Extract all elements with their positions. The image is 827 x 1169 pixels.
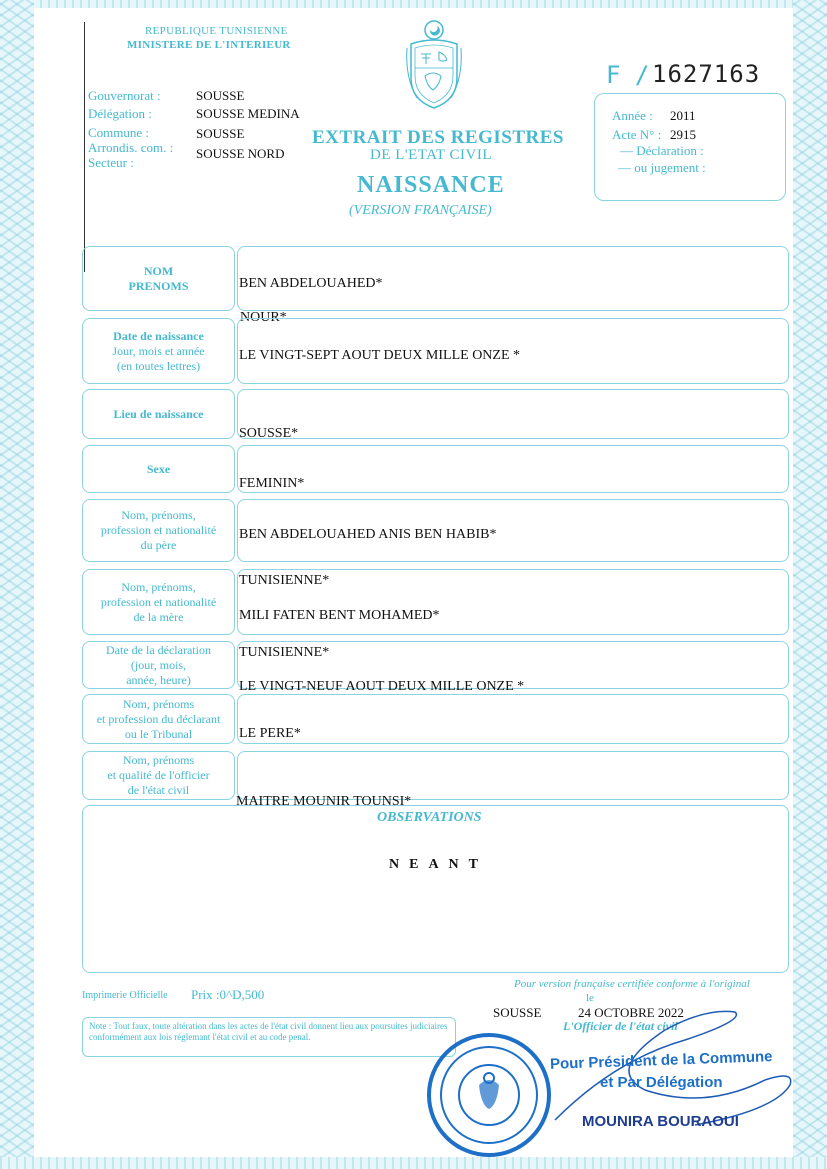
version-label: (VERSION FRANÇAISE) bbox=[349, 203, 492, 218]
serial-number: 1627163 bbox=[652, 60, 761, 88]
arrondissement-label: Arrondis. com. : bbox=[88, 140, 174, 155]
ministry-header: MINISTERE DE L'INTERIEUR bbox=[127, 39, 291, 51]
officier-title: L'Officier de l'état civil bbox=[563, 1019, 678, 1033]
prix-label: Prix :0^D,500 bbox=[191, 987, 265, 1002]
date-naissance-label-line2: Jour, mois et année bbox=[112, 343, 205, 358]
observations-title: OBSERVATIONS bbox=[377, 810, 482, 825]
prenom-value: NOUR* bbox=[240, 310, 287, 325]
declarant-value: LE PERE* bbox=[239, 726, 301, 741]
pere-value: BEN ABDELOUAHED ANIS BEN HABIB* bbox=[239, 527, 497, 542]
serial-prefix: F / bbox=[606, 61, 650, 89]
nom-value: BEN ABDELOUAHED* bbox=[239, 276, 383, 291]
officier-label-line3: de l'état civil bbox=[127, 783, 190, 797]
sexe-label-text: Sexe bbox=[146, 461, 171, 476]
nom-prenoms-label bbox=[82, 246, 235, 311]
officier-value: MAITRE MOUNIR TOUNSI* bbox=[236, 794, 412, 809]
declaration-label: — Déclaration : bbox=[620, 143, 704, 158]
mere-nationalite-value: TUNISIENNE* bbox=[239, 645, 330, 660]
lieu-naissance-value: SOUSSE* bbox=[239, 426, 299, 441]
sexe-value: FEMININ* bbox=[239, 476, 305, 491]
gouvernorat-value: SOUSSE bbox=[196, 88, 245, 103]
pere-label-line3: du père bbox=[140, 538, 177, 552]
date-naissance-value: LE VINGT-SEPT AOUT DEUX MILLE ONZE * bbox=[239, 348, 521, 363]
acte-number-value: 2915 bbox=[670, 127, 696, 142]
mere-label bbox=[82, 569, 235, 635]
declarant-label-line2: et profession du déclarant bbox=[96, 711, 221, 726]
jugement-label: — ou jugement : bbox=[618, 160, 706, 175]
declarant-field bbox=[237, 694, 789, 744]
commune-label: Commune : bbox=[88, 125, 150, 140]
guilloche-border-bottom bbox=[0, 1157, 827, 1169]
date-naissance-label bbox=[82, 318, 235, 384]
officier-label-line2: et qualité de l'officier bbox=[107, 768, 210, 782]
declarant-label bbox=[82, 694, 235, 744]
annee-label: Année : bbox=[612, 108, 653, 123]
declaration-date-label bbox=[82, 641, 235, 689]
nom-label: NOM bbox=[143, 263, 174, 278]
document-subtitle: DE L'ETAT CIVIL bbox=[370, 147, 493, 163]
pere-label bbox=[82, 499, 235, 562]
pere-label-line2: profession et nationalité bbox=[100, 523, 217, 537]
pere-label-line1: Nom, prénoms, bbox=[121, 508, 196, 522]
secteur-label: Secteur : bbox=[88, 155, 134, 170]
declaration-date-label-line2: (jour, mois, bbox=[130, 657, 187, 672]
official-stamp-icon bbox=[424, 1030, 554, 1160]
guilloche-border-top bbox=[0, 0, 827, 8]
observations-box bbox=[82, 805, 789, 973]
sexe-field bbox=[237, 445, 789, 493]
document-type: NAISSANCE bbox=[357, 172, 505, 198]
coat-of-arms-icon bbox=[403, 18, 465, 112]
date-naissance-label-line1: Date de naissance bbox=[113, 328, 204, 343]
prenoms-label: PRENOMS bbox=[128, 278, 189, 293]
mere-label-line1: Nom, prénoms, bbox=[121, 579, 196, 594]
stamp-text-name: MOUNIRA BOURAOUI bbox=[582, 1113, 739, 1130]
margin-line bbox=[84, 22, 85, 272]
mere-label-line3: de la mère bbox=[133, 609, 184, 624]
stamp-text-president: Pour Président de la Commune bbox=[549, 1048, 773, 1073]
date-naissance-label-line3: (en toutes lettres) bbox=[116, 358, 201, 373]
acte-number-label: Acte N° : bbox=[612, 127, 662, 142]
officier-field bbox=[237, 751, 789, 800]
mere-value: MILI FATEN BENT MOHAMED* bbox=[239, 608, 440, 623]
declaration-date-label-line3: année, heure) bbox=[126, 672, 191, 687]
mere-label-line2: profession et nationalité bbox=[100, 594, 217, 609]
sexe-label bbox=[82, 445, 235, 493]
gouvernorat-label: Gouvernorat : bbox=[88, 88, 161, 103]
delegation-label: Délégation : bbox=[88, 106, 152, 121]
delegation-value: SOUSSE MEDINA bbox=[196, 106, 300, 121]
declarant-label-line3: ou le Tribunal bbox=[124, 726, 193, 741]
lieu-naissance-field bbox=[237, 389, 789, 439]
guilloche-border-left bbox=[0, 0, 34, 1169]
declaration-date-value: LE VINGT-NEUF AOUT DEUX MILLE ONZE * bbox=[239, 679, 525, 694]
issue-place: SOUSSE bbox=[493, 1005, 542, 1020]
officier-label bbox=[82, 751, 235, 800]
arrondissement-value: SOUSSE NORD bbox=[196, 146, 285, 161]
declaration-date-label-line1: Date de la déclaration bbox=[106, 642, 211, 657]
country-header: REPUBLIQUE TUNISIENNE bbox=[145, 25, 288, 37]
pere-nationalite-value: TUNISIENNE* bbox=[239, 573, 330, 588]
observations-value: NEANT bbox=[389, 857, 489, 872]
legal-note: Note : Tout faux, toute altération dans les actes de l'état civil donnent lieu aux poursuites judiciaires conformément aux lois réglemant l'état civil et au code penal. bbox=[82, 1017, 456, 1057]
officier-label-line1: Nom, prénoms bbox=[122, 753, 195, 767]
commune-value: SOUSSE bbox=[196, 126, 245, 141]
le-label: le bbox=[586, 992, 594, 1004]
stamp-text-delegation: et Par Délégation bbox=[600, 1074, 723, 1091]
declarant-label-line1: Nom, prénoms bbox=[122, 696, 195, 711]
document-title: EXTRAIT DES REGISTRES bbox=[312, 127, 564, 148]
annee-value: 2011 bbox=[670, 108, 696, 123]
lieu-naissance-label-text: Lieu de naissance bbox=[113, 406, 204, 421]
certification-text: Pour version française certifiée conforme à l'original bbox=[514, 978, 750, 990]
guilloche-border-right bbox=[793, 0, 827, 1169]
issue-date: 24 OCTOBRE 2022 bbox=[578, 1005, 684, 1020]
imprimerie-label: Imprimerie Officielle bbox=[82, 990, 168, 1001]
lieu-naissance-label bbox=[82, 389, 235, 439]
